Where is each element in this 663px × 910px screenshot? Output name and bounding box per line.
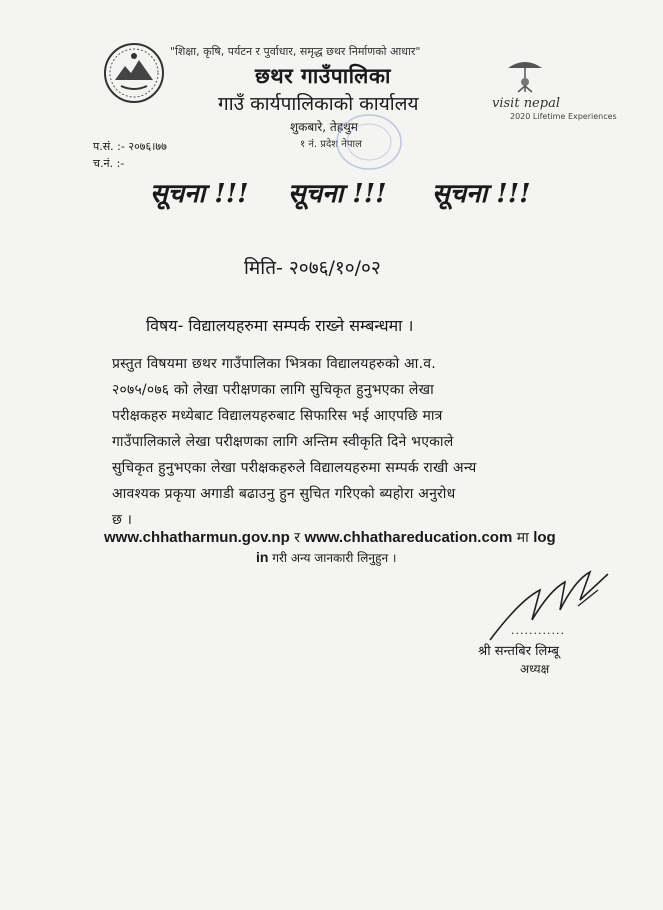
body-line: २०७५/०७६ को लेखा परीक्षणका लागि सुचिकृत हुनुभएका लेखा [112, 382, 434, 398]
body-line: परीक्षकहरु मध्येबाट विद्यालयहरुबाट सिफारिस भई आएपछि मात्र [112, 408, 443, 424]
office-address: शुकबारे, तेह्रथुम [290, 120, 358, 134]
body-line: गाउँपालिकाले लेखा परीक्षणका लागि अन्तिम स्वीकृति दिने भएकाले [112, 434, 454, 450]
office-stamp-icon [334, 112, 404, 172]
nepal-emblem-icon [103, 42, 165, 104]
office-name: छथर गाउँपालिका [255, 64, 391, 88]
notice-heading: सूचना !!! [150, 179, 249, 209]
visit-nepal-year: 2020 Lifetime Experiences [510, 112, 617, 121]
body-line: छ । [112, 512, 133, 528]
visit-nepal-text: visit nepal [492, 96, 560, 111]
instruction-text: गरी अन्य जानकारी लिनुहुन । [268, 551, 397, 565]
signature-line: ............ [511, 624, 565, 637]
website-line [104, 528, 556, 547]
signer-role: अध्यक्ष [520, 662, 550, 676]
website-link-municipality[interactable]: www.chhatharmun.gov.np [104, 529, 290, 546]
body-line: आवश्यक प्रकृया अगाडी बढाउनु हुन सुचित गरिएको ब्यहोरा अनुरोध [112, 486, 456, 502]
website-line-continued [256, 549, 396, 566]
notice-heading: सूचना !!! [288, 179, 387, 209]
office-subtitle: गाउँ कार्यपालिकाको कार्यालय [218, 93, 419, 115]
body-line: सुचिकृत हुनुभएका लेखा परीक्षकहरुले विद्यालयहरुमा सम्पर्क राखी अन्य [112, 460, 477, 476]
in-text: in [256, 549, 269, 565]
website-link-education[interactable]: www.chhathareducation.com [304, 529, 513, 546]
letter-subject: विषय- विद्यालयहरुमा सम्पर्क राख्ने सम्बन्धमा । [146, 316, 414, 335]
office-province: १ नं. प्रदेश नेपाल [300, 139, 362, 150]
body-line: प्रस्तुत विषयमा छथर गाउँपालिका भित्रका विद्यालयहरुको आ.व. [112, 356, 436, 372]
log-text: log [533, 529, 556, 546]
visit-nepal-logo [500, 58, 550, 98]
slogan: "शिक्षा, कृषि, पर्यटन र पुर्वाधार, समृद्ध छथर निर्माणको आधार" [170, 45, 421, 58]
joiner-text: र [289, 530, 305, 546]
dispatch-number: च.नं. :- [93, 157, 125, 170]
ma-text: मा [512, 530, 534, 546]
notice-heading: सूचना !!! [432, 179, 531, 209]
signer-name: श्री सन्तबिर लिम्बू [478, 644, 559, 659]
letter-date: मिति- २०७६/१०/०२ [244, 257, 381, 279]
reference-number: प.सं. :- २०७६।७७ [93, 140, 167, 153]
